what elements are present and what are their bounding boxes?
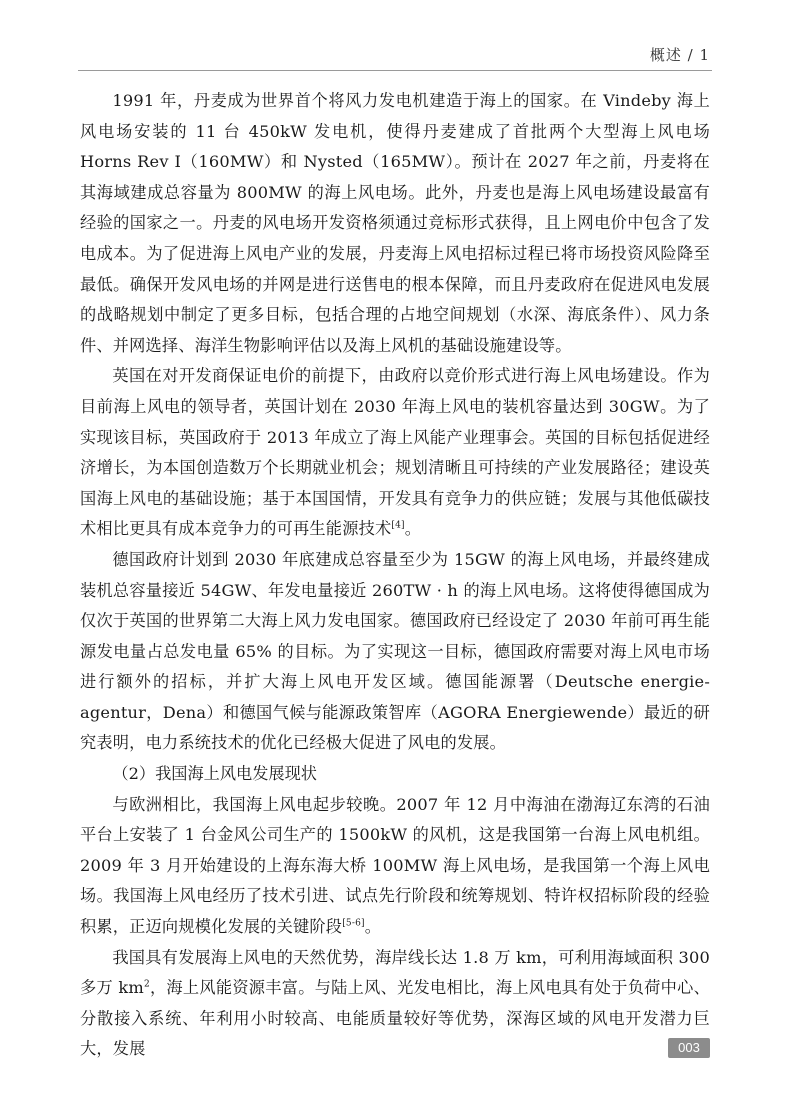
paragraph-text: 1991 年，丹麦成为世界首个将风力发电机建造于海上的国家。在 Vindeby 海上风电场安装的 11 台 450kW 发电机，使得丹麦建成了首批两个大型海上风电场 Horns Rev I（160MW）和 Nysted（165MW）。预计在 2027 年之前，丹麦将在其海域建成总容量为 800MW 的海上风电场。此外，丹麦也是海上风电场建设最富有经验的国家之一。丹麦的风电场开发资格须通过竞标形式获得，且上网电价中包含了发电成本。为了促进海上风电产业的发展，丹麦海上风电招标过程已将市场投资风险降至最低。确保开发风电场的并网是进行送售电的根本保障，而且丹麦政府在促进风电发展的战略规划中制定了更多目标，包括合理的占地空间规划（水深、海底条件）、风力条件、并网选择、海洋生物影响评估以及海上风机的基础设施建设等。 bbox=[80, 91, 710, 355]
paragraph-denmark bbox=[80, 86, 710, 361]
body-text bbox=[80, 86, 710, 1065]
paragraph-text: 德国政府计划到 2030 年底建成总容量至少为 15GW 的海上风电场，并最终建成装机总容量接近 54GW、年发电量接近 260TW · h 的海上风电场。这将使得德国成为仅次于英国的世界第二大海上风力发电国家。德国政府已经设定了 2030 年前可再生能源发电量占总发电量 65% 的目标。为了实现这一目标，德国政府需要对海上风电市场进行额外的招标，并扩大海上风电开发区域。德国能源署（Deutsche energie-agentur，Dena）和德国气候与能源政策智库（AGORA Energiewende）最近的研究表明，电力系统技术的优化已经极大促进了风电的发展。 bbox=[80, 549, 710, 753]
running-header: 概述 / 1 bbox=[649, 46, 710, 64]
paragraph-text: 我国具有发展海上风电的天然优势，海岸线长达 1.8 万 km，可利用海域面积 300 多万 km bbox=[80, 947, 710, 998]
paragraph-china-history bbox=[80, 790, 710, 943]
paragraph-uk bbox=[80, 361, 710, 545]
paragraph-text: 英国在对开发商保证电价的前提下，由政府以竞价形式进行海上风电场建设。作为目前海上风电的领导者，英国计划在 2030 年海上风电的装机容量达到 30GW。为了实现该目标，英国政府于 2013 年成立了海上风能产业理事会。英国的目标包括促进经济增长，为本国创造数万个长期就业机会；规划清晰且可持续的产业发展路径；建设英国海上风电的基础设施；基于本国国情，开发具有竞争力的供应链；发展与其他低碳技术相比更具有成本竞争力的可再生能源技术 bbox=[80, 366, 710, 539]
paragraph-text: ，海上风能资源丰富。与陆上风、光发电相比，海上风电具有处于负荷中心、分散接入系统、年利用小时较高、电能质量较好等优势，深海区域的风电开发潜力巨大，发展 bbox=[80, 978, 710, 1059]
page-number-badge: 003 bbox=[668, 1038, 710, 1058]
paragraph-text: 与欧洲相比，我国海上风电起步较晚。2007 年 12 月中海油在渤海辽东湾的石油平台上安装了 1 台金风公司生产的 1500kW 的风机，这是我国第一台海上风电机组。2009 年 3 月开始建设的上海东海大桥 100MW 海上风电场，是我国第一个海上风电场。我国海上风电经历了技术引进、试点先行阶段和统筹规划、特许权招标阶段的经验积累，正迈向规模化发展的关键阶段 bbox=[80, 794, 710, 937]
superscript-exponent: 2 bbox=[143, 979, 150, 990]
paragraph-tail: 。 bbox=[364, 917, 382, 937]
header-rule bbox=[78, 70, 712, 71]
citation-ref: [4] bbox=[391, 521, 405, 532]
paragraph-china-advantages bbox=[80, 943, 710, 1065]
paragraph-germany bbox=[80, 545, 710, 759]
citation-ref: [5-6] bbox=[342, 918, 365, 929]
section-heading: （2）我国海上风电发展现状 bbox=[112, 764, 317, 784]
paragraph-tail: 。 bbox=[404, 519, 422, 539]
